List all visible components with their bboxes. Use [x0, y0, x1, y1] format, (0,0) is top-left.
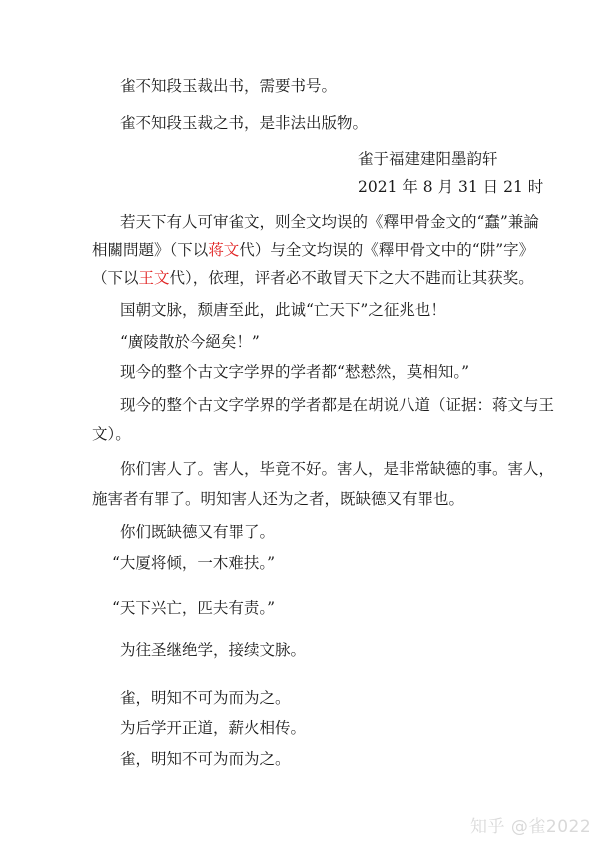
paragraph-line: 雀，明知不可为而为之。 [120, 689, 291, 707]
text-segment: 相關問題》（下以 [92, 241, 209, 259]
text-segment: （下以 [92, 269, 139, 287]
quote-line: “廣陵散於今絕矣！” [120, 333, 260, 351]
paragraph-line: 你们既缺德又有罪了。 [120, 523, 276, 541]
paragraph-line: 现今的整个古文字学界的学者都“慭慭然，莫相知。” [120, 363, 470, 381]
quote-line: “天下兴亡，匹夫有责。” [112, 599, 276, 617]
text-line-1: 雀不知段玉裁出书，需要书号。 [120, 77, 338, 95]
paragraph-line: 施害者有罪了。明知害人还为之者，既缺德又有罪也。 [92, 490, 465, 508]
text-line-2: 雀不知段玉裁之书，是非法出版物。 [120, 114, 369, 132]
zhihu-watermark: 知乎 @雀2022 [470, 817, 592, 837]
paragraph-line: 你们害人了。害人，毕竟不好。害人，是非常缺德的事。害人， [120, 460, 555, 478]
paragraph-line: 为往圣继绝学，接续文脉。 [120, 641, 307, 659]
paragraph-line [92, 268, 534, 288]
paragraph-line: 现今的整个古文字学界的学者都是在胡说八道（证据：蒋文与王 [120, 396, 555, 414]
paragraph-line: 国朝文脉，颓唐至此，此诚“亡天下”之征兆也！ [120, 301, 446, 319]
signature-date: 2021 年 8 月 31 日 21 时 [358, 178, 544, 196]
paragraph-line: 若天下有人可审雀文，则全文均误的《釋甲骨金文的“蠢”兼論 [120, 213, 539, 231]
paragraph-line [92, 240, 534, 260]
text-segment: 代），依理，评者必不敢冒天下之大不韪而让其获奖。 [169, 269, 534, 287]
paragraph-line: 雀，明知不可为而为之。 [120, 750, 291, 768]
paragraph-line: 文）。 [92, 425, 131, 443]
text-segment: 代）与全文均误的《釋甲骨文中的“阱”字》 [239, 241, 535, 259]
quote-line: “大厦将倾，一木难扶。” [112, 554, 276, 572]
paragraph-line: 为后学开正道，薪火相传。 [120, 719, 307, 737]
highlight-jiang: 蒋文 [208, 241, 240, 259]
highlight-wang: 王文 [138, 269, 170, 287]
signature-place: 雀于福建建阳墨韵轩 [358, 150, 498, 168]
